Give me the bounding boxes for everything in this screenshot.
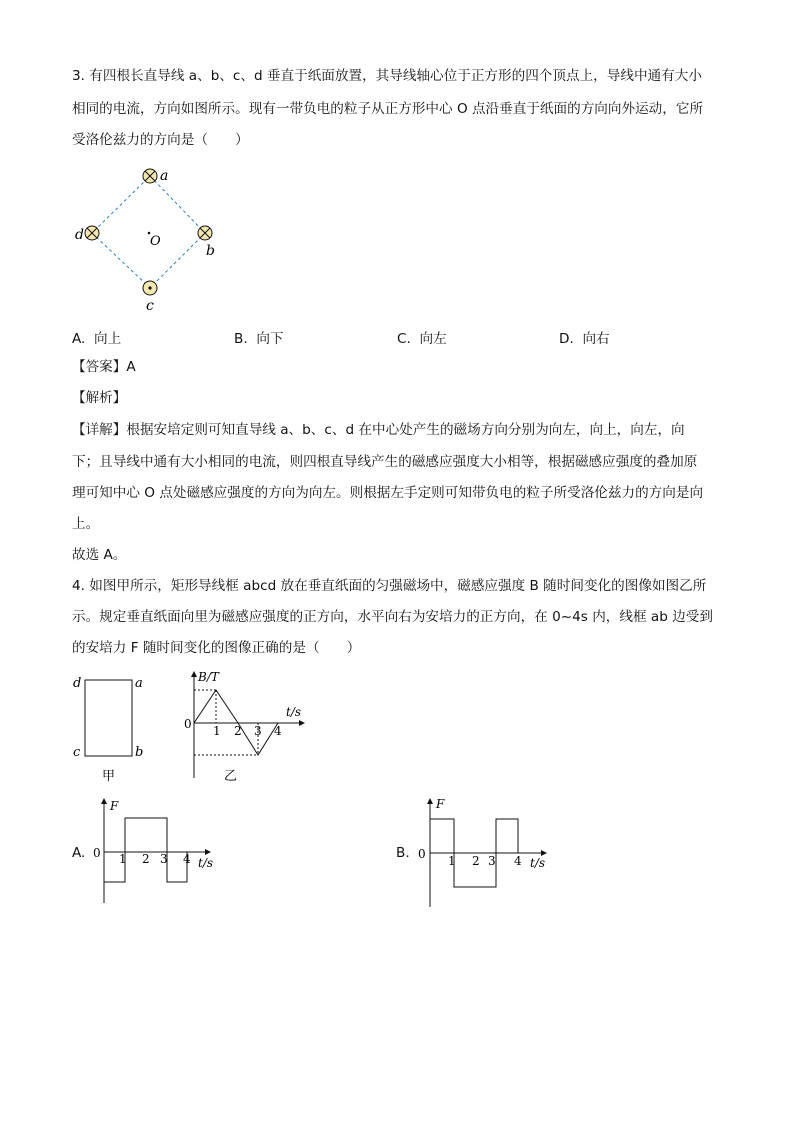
q3-detail-line2: 下；且导线中通有大小相同的电流，则四根直导线产生的磁感应强度大小相等，根据磁感应强度的叠加原: [72, 454, 698, 470]
fig-jia-loop-figure: [70, 670, 160, 785]
q3-conclusion: 故选 A。: [72, 547, 127, 563]
q3-option-c[interactable]: [397, 327, 447, 347]
option-letter: A.: [72, 331, 86, 347]
q3-option-b[interactable]: [234, 327, 284, 347]
label-o: O: [150, 234, 161, 249]
q3-detail-line4: 上。: [72, 516, 100, 532]
b-tick-2: 2: [472, 854, 480, 868]
b-xlabel: t/s: [530, 856, 546, 870]
b-tick-3: 3: [488, 854, 496, 868]
q3-detail-line1: 【详解】根据安培定则可知直导线 a、b、c、d 在中心处产生的磁场方向分别为向左，向上，向左，向: [72, 422, 685, 438]
fig-yi-b-t-graph: [180, 668, 310, 783]
yi-tick-2: 2: [234, 724, 242, 738]
yi-origin: 0: [184, 717, 192, 731]
yi-tick-4: 4: [274, 724, 282, 738]
q3-analysis-tag: 【解析】: [72, 390, 127, 406]
option-text: 向下: [256, 331, 284, 347]
option-letter: D.: [559, 331, 574, 347]
option-letter: B.: [234, 331, 248, 347]
q3-stem-line2: 相同的电流，方向如图所示。现有一带负电的粒子从正方形中心 O 点沿垂直于纸面的方向向外运动，它所: [72, 101, 704, 117]
q3-stem-line3: 受洛伦兹力的方向是（ ）: [72, 132, 249, 148]
a-xlabel: t/s: [198, 856, 214, 870]
q4-choice-b-graph[interactable]: [416, 795, 556, 910]
q3-option-a[interactable]: [72, 327, 121, 347]
yi-caption: 乙: [224, 769, 238, 783]
wire-b-into-page-icon: [198, 226, 212, 240]
q4-stem-line3: 的安培力 F 随时间变化的图像正确的是（ ）: [72, 640, 361, 656]
jia-caption: 甲: [102, 769, 116, 784]
label-c: c: [146, 298, 154, 310]
rectangular-loop: [85, 680, 132, 756]
option-text: 向上: [94, 331, 122, 347]
q3-answer-tag: 【答案】A: [72, 359, 136, 375]
label-a: a: [160, 168, 169, 184]
a-tick-4: 4: [183, 852, 191, 866]
a-origin: 0: [93, 846, 101, 860]
label-d: d: [75, 227, 84, 243]
label-b: b: [206, 243, 215, 259]
yi-tick-1: 1: [213, 724, 221, 738]
a-tick-3: 3: [160, 852, 168, 866]
f-curve-a: [104, 818, 187, 882]
b-origin: 0: [418, 847, 426, 861]
q3-stem-line1: 3. 有四根长直导线 a、b、c、d 垂直于纸面放置，其导线轴心位于正方形的四个顶点上，导线中通有大小: [72, 68, 702, 84]
b-tick-4: 4: [514, 854, 522, 868]
option-text: 向左: [419, 331, 447, 347]
b-ylabel: F: [436, 797, 445, 811]
q4-choice-b-letter[interactable]: B.: [396, 845, 410, 861]
q3-square-wires-figure: [70, 160, 230, 310]
a-tick-1: 1: [119, 852, 127, 866]
a-tick-2: 2: [142, 852, 150, 866]
yi-ylabel: B/T: [198, 670, 219, 684]
a-ylabel: F: [110, 799, 119, 813]
b-tick-1: 1: [448, 854, 456, 868]
wire-d-into-page-icon: [85, 226, 99, 240]
q3-detail-line3: 理可知中心 O 点处磁感应强度的方向为向左。则根据左手定则可知带负电的粒子所受洛伦兹力的方向是向: [72, 485, 704, 501]
q4-choice-a-graph[interactable]: [90, 795, 220, 905]
yi-xlabel: t/s: [286, 705, 302, 719]
yi-tick-3: 3: [254, 724, 262, 738]
q4-stem-line2: 示。规定垂直纸面向里为磁感应强度的正方向，水平向右为安培力的正方向，在 0~4s 内，线框 ab 边受到: [72, 609, 713, 625]
jia-label-c: c: [73, 745, 81, 760]
q4-stem-line1: 4. 如图甲所示，矩形导线框 abcd 放在垂直纸面的匀强磁场中，磁感应强度 B 随时间变化的图像如图乙所: [72, 578, 707, 594]
option-letter: C.: [397, 331, 411, 347]
q3-option-d[interactable]: [559, 327, 610, 347]
jia-label-d: d: [73, 676, 82, 691]
wire-c-out-of-page-icon: [143, 281, 157, 295]
q4-choice-a-letter[interactable]: A.: [72, 845, 86, 861]
option-text: 向右: [582, 331, 610, 347]
wire-a-into-page-icon: [143, 169, 157, 183]
jia-label-b: b: [135, 745, 144, 760]
jia-label-a: a: [135, 676, 143, 691]
